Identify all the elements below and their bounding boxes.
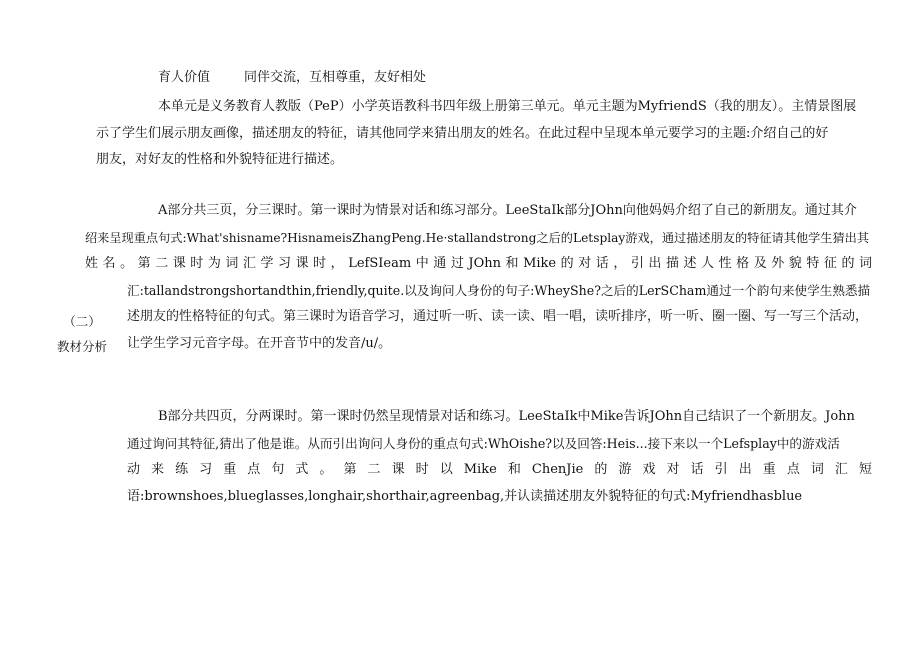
part-a-paragraph — [85, 198, 872, 357]
intro-line-1: 本单元是义务教育人教版（PeP）小学英语教科书四年级上册第三单元。单元主题为MyfriendS（我的朋友）。主情景图展 — [158, 99, 857, 114]
part-b-paragraph — [127, 404, 872, 510]
intro-paragraph — [96, 94, 872, 174]
part-a-line-3: 姓名。第二课时为词汇学习课时，LefSIeam中通过JOhn和Mike的对话，引出描述人性格及外貌特征的词 — [85, 256, 872, 271]
part-b-line-2: 通过询问其特征,猜出了他是谁。从而引出询问人身份的重点句式:WhOishe?以及回答:Heis...接下来以一个Lefsplay中的游戏活 — [127, 435, 840, 451]
part-b-line-4: 语:brownshoes,blueglasses,longhair,shorthair,agreenbag,并认读描述朋友外貌特征的句式:Myfriendhasblue — [127, 488, 803, 504]
teaching-value-label: 育人价值 — [158, 70, 211, 85]
part-b-line-1: B部分共四页，分两课时。第一课时仍然呈现情景对话和练习。LeeStaIk中Mike告诉JOhn自己结识了一个新朋友。John — [158, 409, 855, 424]
intro-line-2: 示了学生们展示朋友画像，描述朋友的特征，请其他同学来猜出朋友的姓名。在此过程中呈现本单元要学习的主题:介绍自己的好 — [96, 125, 829, 141]
section-number: （二） — [63, 314, 101, 329]
part-a-line-4: 汇:tallandstrongshortandthin,friendly,quite.以及询问人身份的句子:WheySh​e?之后的LerSCham通过一个韵句来使学生熟悉描 — [127, 282, 871, 298]
part-a-line-2: 绍来呈现重点句式:What'shisname?HisnameisZhangPeng.He·stallandstrong之后的Letsplay游戏，通过描述朋友的特征请其他学生猜出其 — [85, 230, 870, 245]
part-a-line-6: 让学生学习元音字母。在开音节中的发音/u/。 — [127, 335, 392, 351]
part-a-line-1: A部分共三页，分三课时。第一课时为情景对话和练习部分。LeeStaIk部分JOhn向他妈妈介绍了自己的新朋友。通过其介 — [158, 203, 857, 218]
teaching-value-content: 同伴交流，互相尊重，友好相处 — [244, 70, 427, 85]
intro-line-3: 朋友，对好友的性格和外貌特征进行描述。 — [96, 152, 344, 167]
part-a-line-5: 述朋友的性格特征的句式。第三课时为语音学习，通过听一听、读一读、唱一唱，读听排序，听一听、圈一圈、写一写三个活动， — [127, 309, 869, 324]
section-title: 教材分析 — [56, 339, 107, 354]
teaching-value-row — [158, 66, 426, 85]
part-b-line-3: 动来练习重点句式。第二课时以Mike和ChenJie的游戏对话引出重点词汇短 — [127, 462, 872, 477]
